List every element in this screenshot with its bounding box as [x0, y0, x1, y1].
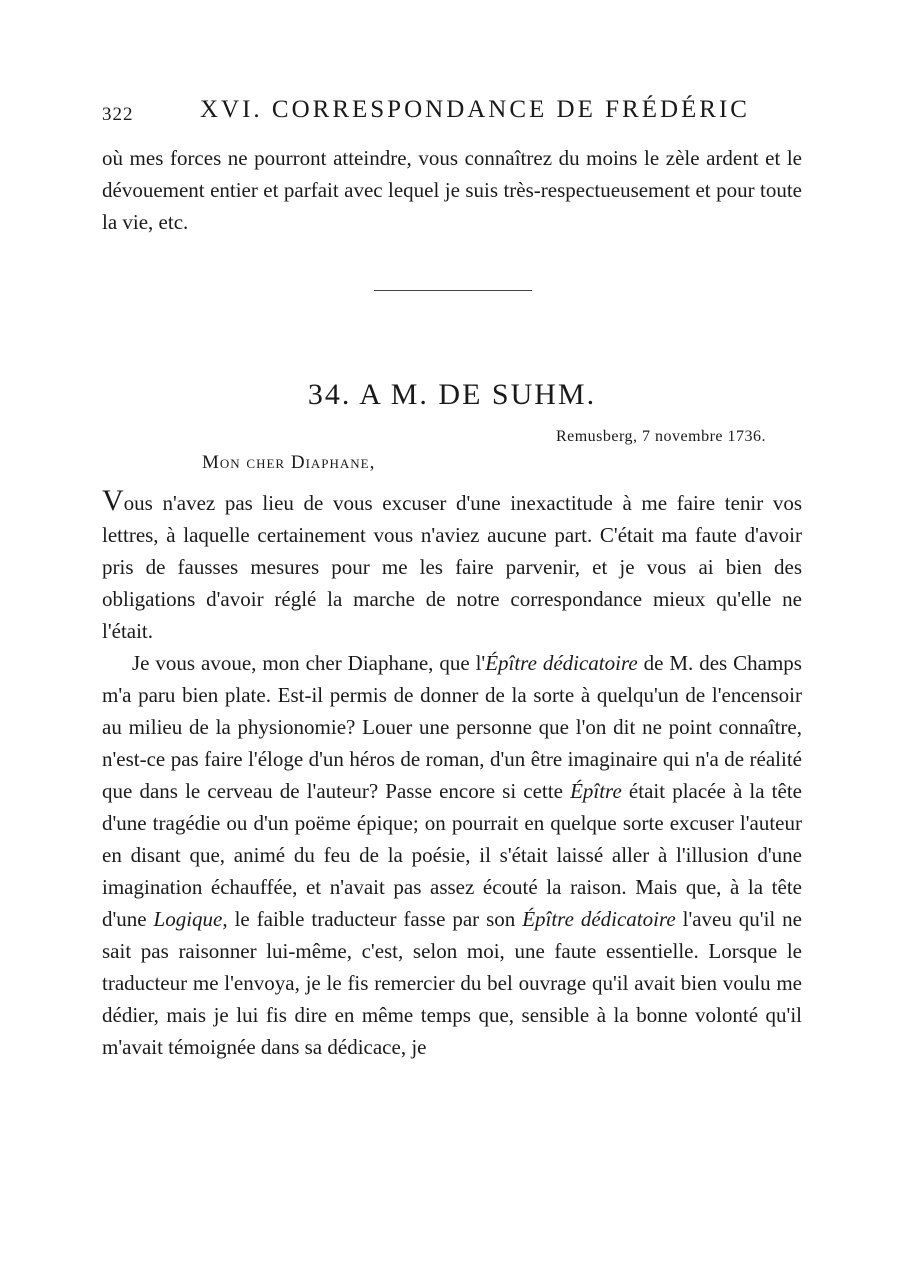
salutation: Mon cher Diaphane, — [202, 452, 376, 473]
paragraph-1 — [102, 486, 802, 647]
intro-paragraph — [102, 142, 802, 238]
p2-italic: Épître dédicatoire — [522, 907, 676, 931]
section-divider — [374, 290, 532, 291]
paragraph-2 — [102, 647, 802, 1063]
p2-italic: Épître dédicatoire — [485, 651, 638, 675]
letter-title: A M. DE SUHM. — [359, 378, 597, 411]
p2-italic: Épître — [570, 779, 622, 803]
intro-text: où mes forces ne pourront atteindre, vous connaîtrez du moins le zèle ardent et le dévouement entier et parfait avec lequel je suis très-respectueusement et pour toute la vie, etc. — [102, 146, 802, 234]
page-number: 322 — [102, 104, 134, 125]
dateline: Remusberg, 7 novembre 1736. — [555, 428, 766, 445]
letter-number: 34. — [307, 378, 352, 411]
p2-segment: de M. des Champs m'a paru bien plate. Est-il permis de donner de la sorte à quelqu'un de l'encensoir au milieu de la physionomie? Louer une personne que l'on dit ne point connaître, n'est-ce pas faire l'éloge d'un héros de roman, d'un être imaginaire qui n'a de réalité que dans le cerveau de l'auteur? Passe encore si cette — [102, 651, 802, 803]
p2-italic: Logique — [153, 907, 223, 931]
p2-segment: l'aveu qu'il ne sait pas raisonner lui-même, c'est, selon moi, une faute essentielle. Lorsque le traducteur me l'envoya, je le fis remercier du bel ouvrage qu'il avait bien voulu me dédier, mais je lui fis dire en même temps que, sensible à la bonne volonté qu'il m'avait témoignée dans sa dédicace, je — [102, 907, 803, 1059]
running-head — [102, 96, 802, 130]
letter-body — [102, 486, 802, 1063]
paragraph-1-text: ous n'avez pas lieu de vous excuser d'une inexactitude à me faire tenir vos lettres, à laquelle certainement vous n'aviez aucune part. C'était ma faute d'avoir pris de fausses mesures pour me les faire parvenir, et je vous ai bien des obligations d'avoir réglé la marche de notre correspondance mieux qu'elle ne l'était. — [102, 491, 802, 643]
initial-letter: V — [102, 484, 124, 517]
p2-segment: Je vous avoue, mon cher Diaphane, que l' — [132, 651, 486, 675]
running-title: XVI. CORRESPONDANCE DE FRÉDÉRIC — [200, 96, 750, 123]
letter-heading — [102, 378, 802, 412]
p2-segment: était placée à la tête d'une tragédie ou d'un poëme épique; on pourrait en quelque sorte excuser l'auteur en disant que, animé du feu de la poésie, il s'était laissé aller à l'illusion d'une imagination échauffée, et n'avait pas assez écouté la raison. Mais que, à la tête d'une — [102, 779, 802, 931]
p2-segment: , le faible traducteur fasse par son — [222, 907, 523, 931]
